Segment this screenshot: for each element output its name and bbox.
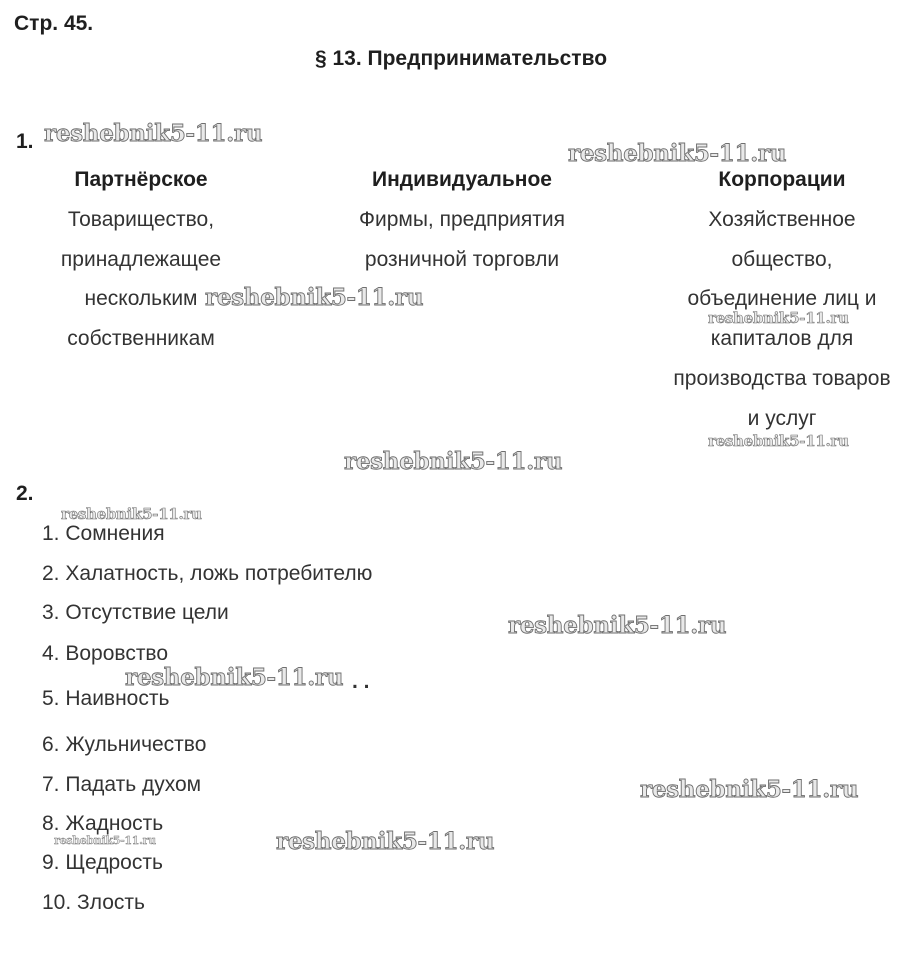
watermark: reshebnik5-11.ru [508, 612, 727, 639]
watermark: reshebnik5-11.ru [568, 140, 787, 167]
column-heading: Партнёрское [74, 168, 208, 191]
column-line: Хозяйственное [708, 207, 856, 231]
column-line: Фирмы, предприятия [359, 207, 565, 231]
column-line: Товарищество, [67, 207, 215, 231]
column-line: общество, [731, 247, 833, 271]
column-line: нескольким [84, 287, 198, 311]
column-line: собственникам [67, 327, 215, 351]
list-item: 10. Злость [42, 891, 145, 914]
task-1-number: 1. [16, 130, 34, 153]
column-partnership [20, 160, 262, 359]
stray-dots: . . [352, 670, 370, 693]
list-item: 8. Жадность [42, 812, 164, 835]
watermark: reshebnik5-11.ru [640, 776, 859, 803]
list-item: 4. Воровство [42, 642, 169, 665]
column-line: объединение лиц и [687, 287, 877, 311]
watermark: reshebnik5-11.ru [205, 284, 424, 311]
list-item: 5. Наивность [42, 687, 170, 710]
list-item: 1. Сомнения [42, 522, 165, 545]
column-line: производства товаров [673, 366, 891, 390]
task-2-number: 2. [16, 482, 34, 505]
column-heading: Корпорации [718, 168, 846, 191]
watermark: reshebnik5-11.ru [125, 664, 344, 691]
column-corporations [652, 160, 912, 439]
column-line: и услуг [747, 406, 817, 430]
list-item: 6. Жульничество [42, 733, 207, 756]
watermark: reshebnik5-11.ru [54, 834, 156, 847]
list-item: 7. Падать духом [42, 773, 202, 796]
watermark: reshebnik5-11.ru [61, 505, 202, 523]
column-heading: Индивидуальное [372, 168, 552, 191]
watermark: reshebnik5-11.ru [276, 828, 495, 855]
list-item: 9. Щедрость [42, 851, 163, 874]
section-title: § 13. Предпринимательство [314, 47, 608, 70]
column-line: принадлежащее [60, 247, 222, 271]
watermark: reshebnik5-11.ru [44, 120, 263, 147]
column-individual [322, 160, 602, 279]
watermark: reshebnik5-11.ru [344, 448, 563, 475]
column-line: капиталов для [710, 327, 854, 351]
column-line: розничной торговли [364, 247, 560, 271]
list-item: 3. Отсутствие цели [42, 601, 229, 624]
list-item: 2. Халатность, ложь потребителю [42, 562, 373, 585]
watermark: reshebnik5-11.ru [708, 309, 849, 327]
page-label: Стр. 45. [14, 12, 94, 35]
watermark: reshebnik5-11.ru [708, 432, 849, 450]
